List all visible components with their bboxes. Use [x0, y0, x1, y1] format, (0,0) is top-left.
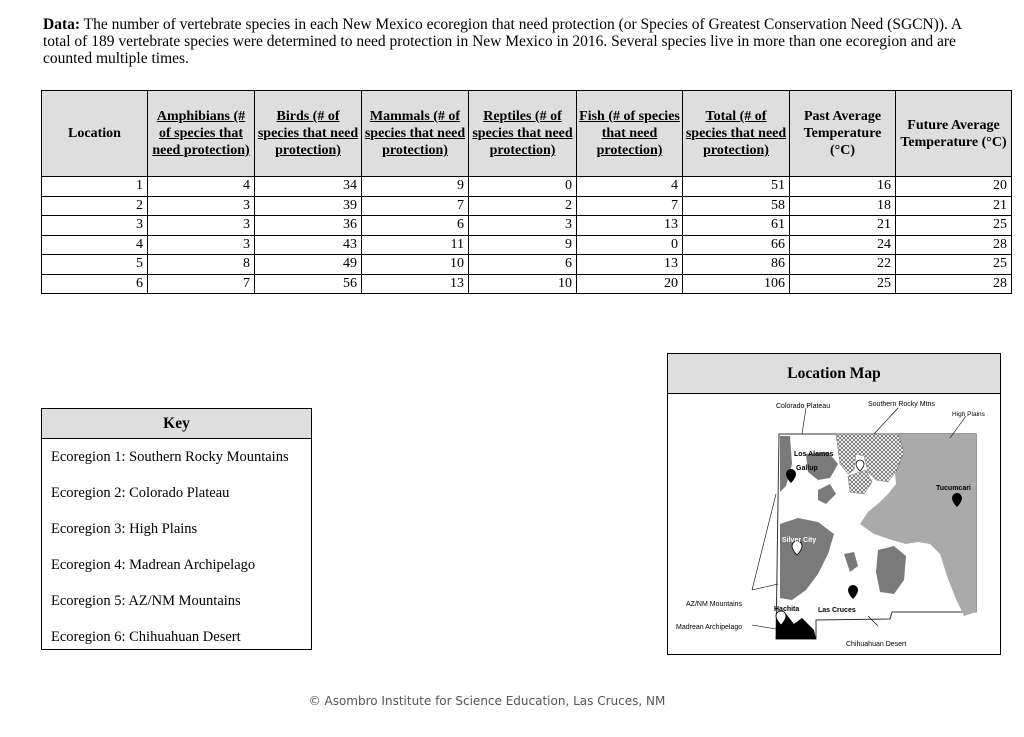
table-cell: 4 — [42, 235, 148, 255]
map-label-silver-city: Silver City — [782, 537, 817, 544]
key-item: Ecoregion 4: Madrean Archipelago — [51, 557, 256, 573]
table-cell: 8 — [148, 255, 255, 275]
table-row — [42, 177, 1012, 197]
table-cell: 66 — [683, 235, 790, 255]
species-table — [41, 90, 1012, 294]
table-cell: 39 — [255, 196, 362, 216]
table-cell: 7 — [148, 274, 255, 294]
table-cell: 21 — [896, 196, 1012, 216]
table-cell: 58 — [683, 196, 790, 216]
key-item: Ecoregion 5: AZ/NM Mountains — [51, 593, 241, 609]
table-cell: 61 — [683, 216, 790, 236]
table-cell: 86 — [683, 255, 790, 275]
table-cell: 9 — [469, 235, 577, 255]
table-cell: 20 — [896, 177, 1012, 197]
col-header-birds: Birds (# of species that need protection) — [255, 91, 362, 177]
map-label-hachita: Hachita — [774, 606, 800, 613]
map-label-southern-rocky: Southern Rocky Mtns — [868, 401, 935, 408]
table-cell: 3 — [148, 216, 255, 236]
new-mexico-map — [668, 394, 999, 654]
key-item: Ecoregion 3: High Plains — [51, 521, 198, 537]
key-item: Ecoregion 6: Chihuahuan Desert — [51, 629, 241, 645]
intro-lead: Data: — [43, 16, 81, 33]
col-header-mammals: Mammals (# of species that need protection) — [362, 91, 469, 177]
map-label-madrean: Madrean Archipelago — [676, 624, 743, 631]
key-box — [41, 408, 312, 650]
table-cell: 13 — [577, 216, 683, 236]
table-cell: 106 — [683, 274, 790, 294]
map-label-gallup: Gallup — [796, 465, 818, 472]
map-label-chihuahuan: Chihuahuan Desert — [846, 641, 907, 648]
table-row — [42, 196, 1012, 216]
table-cell: 22 — [790, 255, 896, 275]
col-header-future-temp: Future Average Temperature (°C) — [896, 91, 1012, 177]
table-row — [42, 255, 1012, 275]
col-header-total: Total (# of species that need protection) — [683, 91, 790, 177]
table-cell: 49 — [255, 255, 362, 275]
table-cell: 6 — [42, 274, 148, 294]
key-item: Ecoregion 1: Southern Rocky Mountains — [51, 449, 289, 465]
table-cell: 56 — [255, 274, 362, 294]
table-cell: 3 — [148, 196, 255, 216]
table-header-row — [42, 91, 1012, 177]
table-cell: 51 — [683, 177, 790, 197]
table-cell: 0 — [577, 235, 683, 255]
table-cell: 13 — [362, 274, 469, 294]
table-cell: 34 — [255, 177, 362, 197]
table-cell: 36 — [255, 216, 362, 236]
table-cell: 0 — [469, 177, 577, 197]
table-cell: 18 — [790, 196, 896, 216]
table-cell: 3 — [469, 216, 577, 236]
location-map-box — [667, 353, 1001, 655]
map-label-az-nm: AZ/NM Mountains — [686, 601, 743, 608]
table-row — [42, 274, 1012, 294]
table-cell: 13 — [577, 255, 683, 275]
table-cell: 2 — [42, 196, 148, 216]
col-header-past-temp: Past Average Temperature (°C) — [790, 91, 896, 177]
intro-paragraph — [43, 16, 973, 67]
table-cell: 7 — [577, 196, 683, 216]
col-header-location: Location — [42, 91, 148, 177]
table-cell: 16 — [790, 177, 896, 197]
table-cell: 28 — [896, 235, 1012, 255]
table-cell: 6 — [362, 216, 469, 236]
map-label-los-alamos: Los Alamos — [794, 451, 834, 458]
table-cell: 43 — [255, 235, 362, 255]
table-cell: 1 — [42, 177, 148, 197]
footer-credit: © Asombro Institute for Science Education, Las Cruces, NM — [308, 694, 666, 708]
table-cell: 10 — [469, 274, 577, 294]
table-cell: 4 — [577, 177, 683, 197]
table-row — [42, 235, 1012, 255]
map-label-colorado-plateau: Colorado Plateau — [776, 403, 831, 410]
table-cell: 25 — [790, 274, 896, 294]
map-label-las-cruces: Las Cruces — [818, 607, 856, 614]
table-cell: 3 — [42, 216, 148, 236]
table-cell: 11 — [362, 235, 469, 255]
map-title: Location Map — [668, 354, 1000, 394]
table-cell: 25 — [896, 255, 1012, 275]
col-header-amphibians: Amphibians (# of species that need protection) — [148, 91, 255, 177]
table-cell: 3 — [148, 235, 255, 255]
table-cell: 25 — [896, 216, 1012, 236]
table-cell: 10 — [362, 255, 469, 275]
map-label-tucumcari: Tucumcari — [936, 485, 971, 492]
table-cell: 7 — [362, 196, 469, 216]
col-header-fish: Fish (# of species that need protection) — [577, 91, 683, 177]
key-list — [42, 439, 311, 655]
table-cell: 5 — [42, 255, 148, 275]
table-cell: 20 — [577, 274, 683, 294]
key-item: Ecoregion 2: Colorado Plateau — [51, 485, 230, 501]
table-row — [42, 216, 1012, 236]
intro-text: The number of vertebrate species in each New Mexico ecoregion that need protection (or Species of Greatest Conservation Need (SGCN)). A total of 189 vertebrate species were determined to need protection in New Mexico in 2016. Several species live in more than one ecoregion and are counted multiple times. — [43, 16, 962, 67]
table-cell: 2 — [469, 196, 577, 216]
table-cell: 9 — [362, 177, 469, 197]
table-cell: 28 — [896, 274, 1012, 294]
table-cell: 21 — [790, 216, 896, 236]
map-label-high-plains: High Plains — [952, 411, 985, 418]
col-header-reptiles: Reptiles (# of species that need protection) — [469, 91, 577, 177]
key-title: Key — [42, 409, 311, 439]
table-cell: 24 — [790, 235, 896, 255]
table-cell: 4 — [148, 177, 255, 197]
table-cell: 6 — [469, 255, 577, 275]
